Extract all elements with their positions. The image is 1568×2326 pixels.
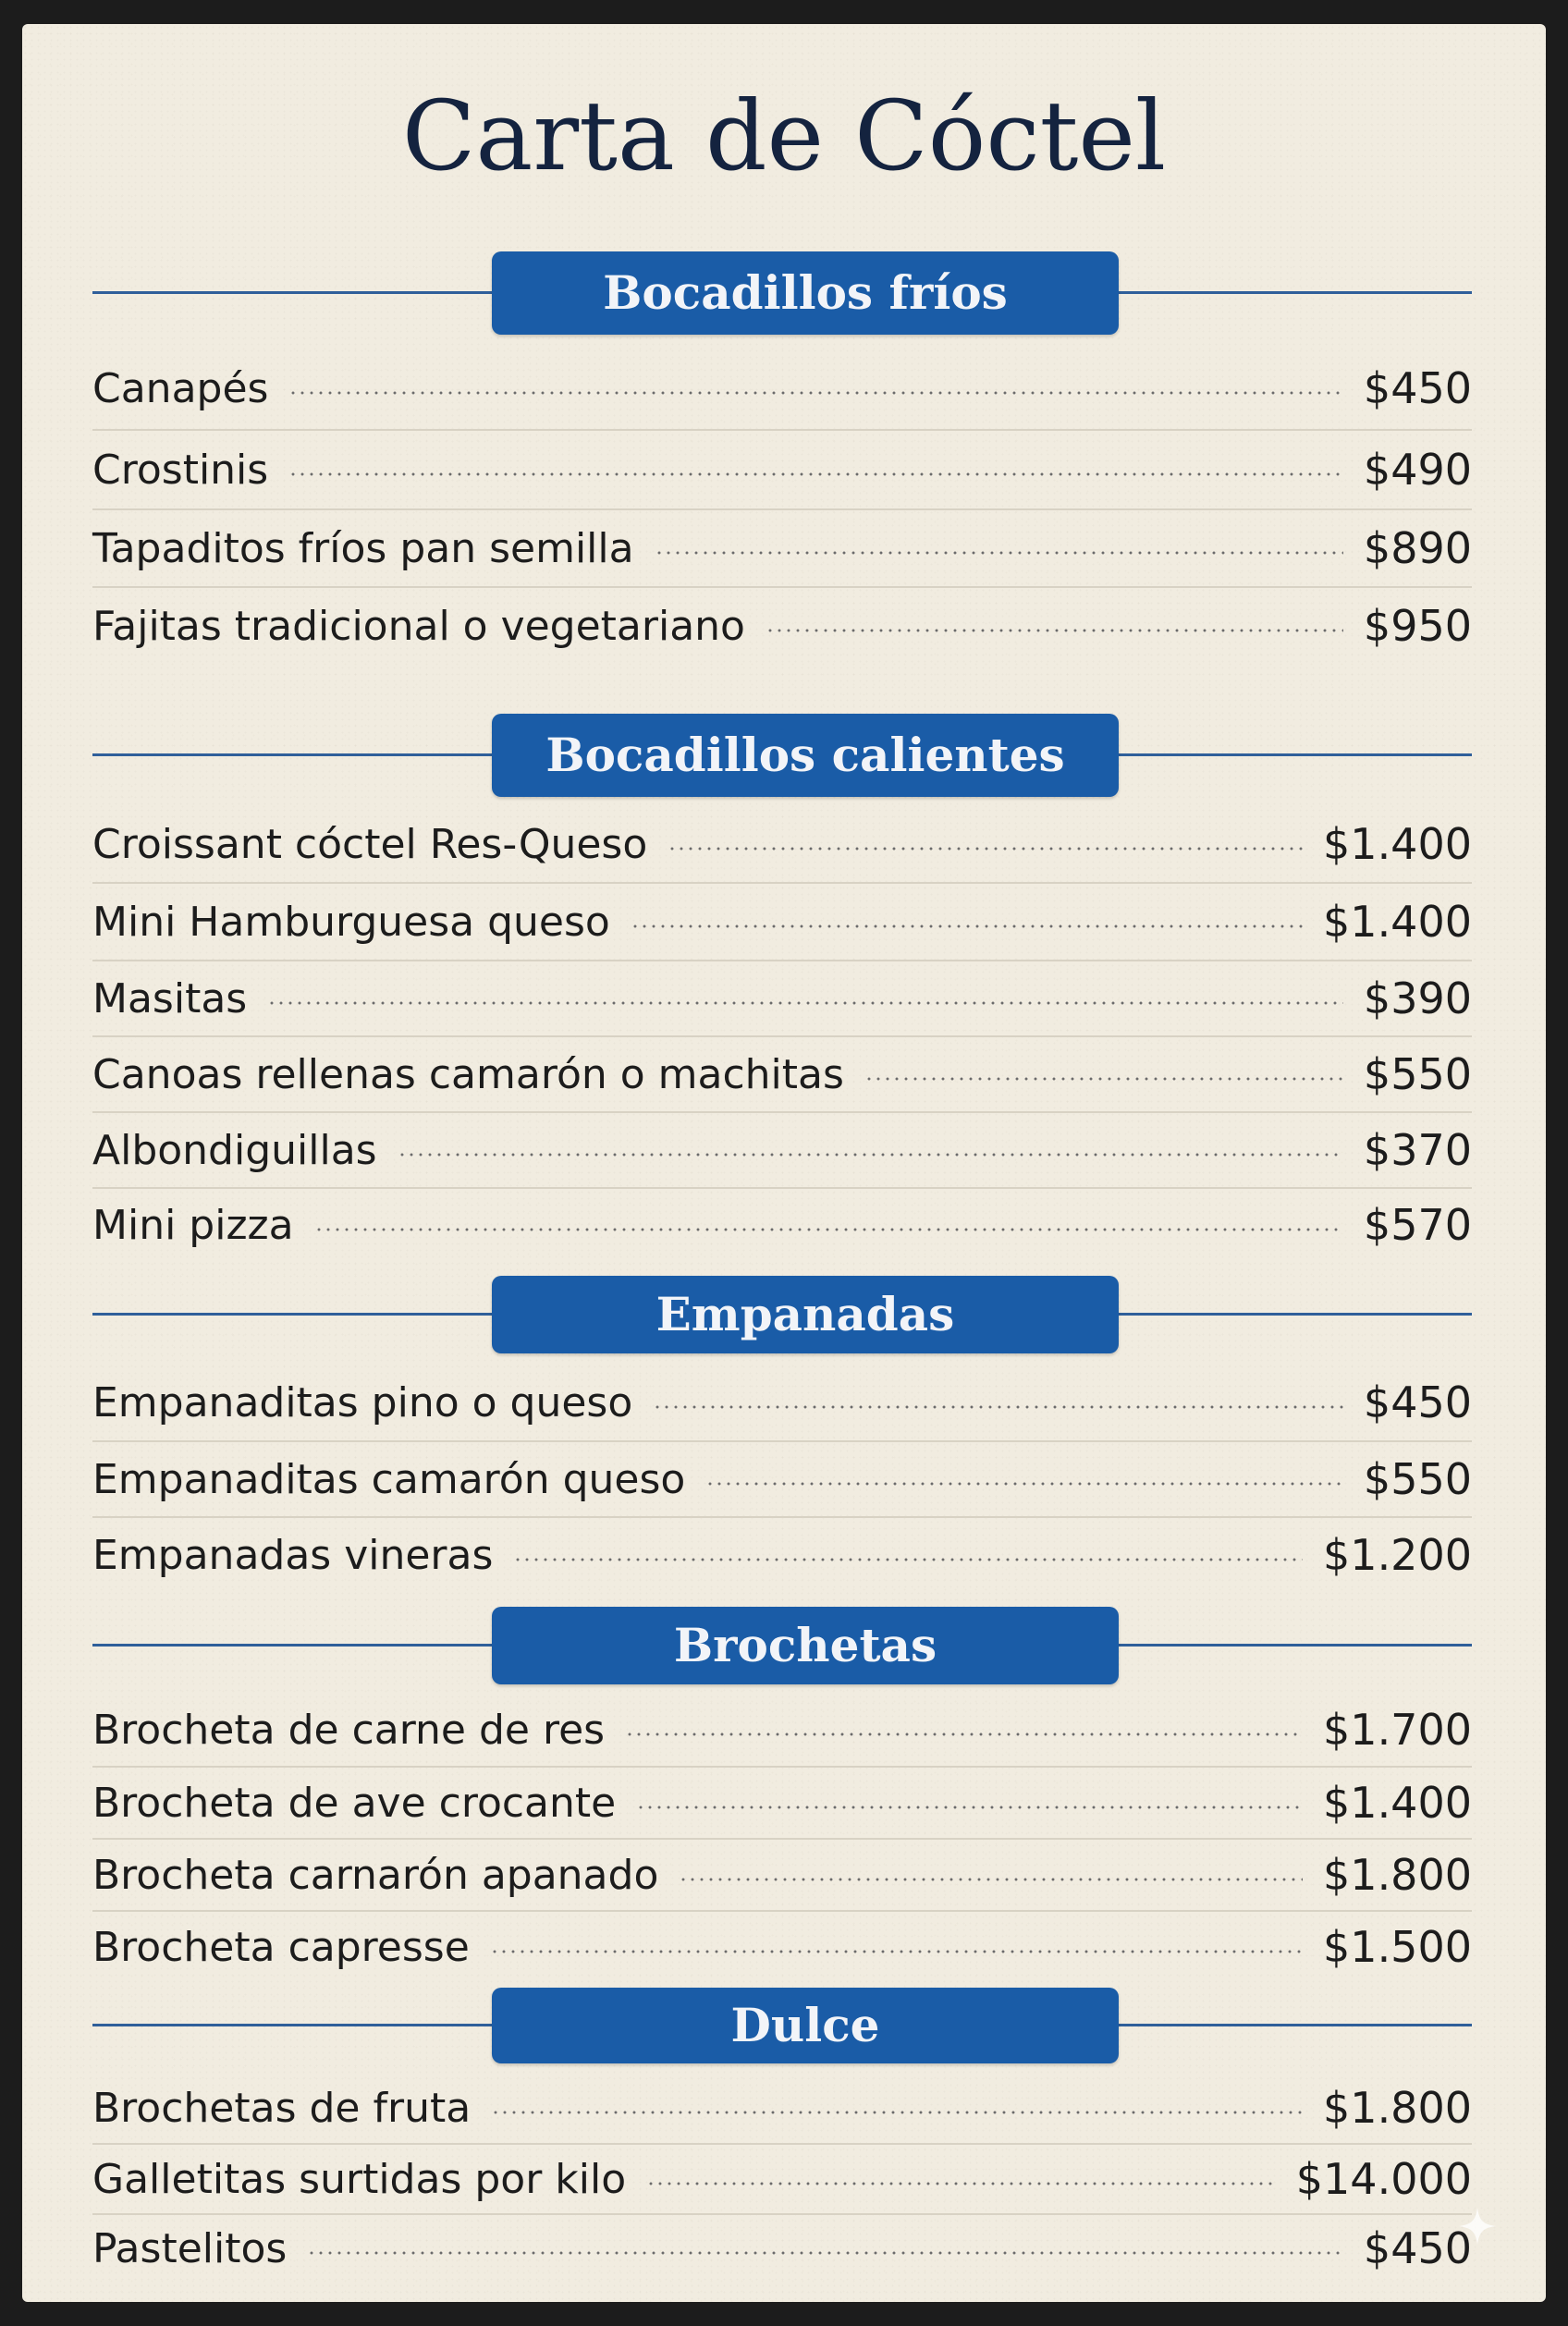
item-price: $370 — [1363, 1125, 1472, 1175]
item-name: Empanadas vineras — [92, 1531, 494, 1579]
item-name: Brochetas de fruta — [92, 2084, 472, 2132]
item-name: Empanaditas pino o queso — [92, 1378, 633, 1426]
item-price: $390 — [1363, 973, 1472, 1023]
item-name: Masitas — [92, 974, 248, 1022]
dot-leader — [668, 846, 1303, 851]
menu-item — [92, 1694, 1472, 1768]
dot-leader — [267, 1000, 1343, 1006]
menu-item — [92, 1768, 1472, 1840]
item-price: $550 — [1363, 1049, 1472, 1099]
section-title: Brochetas — [492, 1607, 1119, 1684]
menu-item — [92, 1442, 1472, 1518]
item-price: $14.000 — [1295, 2154, 1472, 2204]
item-name: Mini pizza — [92, 1201, 294, 1249]
menu-item — [92, 1518, 1472, 1592]
section-title: Empanadas — [492, 1276, 1119, 1353]
dot-leader — [766, 628, 1343, 633]
dot-leader — [288, 471, 1343, 477]
menu-item — [92, 2215, 1472, 2282]
dot-leader — [705, 1481, 1343, 1487]
dot-leader — [491, 2110, 1303, 2115]
item-name: Albondiguillas — [92, 1126, 377, 1174]
dot-leader — [636, 1805, 1303, 1810]
section-brochetas — [92, 1607, 1472, 1982]
item-name: Brocheta carnarón apanado — [92, 1851, 659, 1899]
dot-leader — [625, 1732, 1303, 1737]
item-name: Crostinis — [92, 446, 269, 494]
item-price: $1.400 — [1323, 897, 1472, 947]
dot-leader — [653, 1404, 1343, 1410]
menu-item — [92, 1840, 1472, 1912]
menu-item — [92, 1037, 1472, 1113]
item-price: $450 — [1363, 1377, 1472, 1427]
section-empanadas — [92, 1276, 1472, 1592]
dot-leader — [398, 1152, 1343, 1157]
dot-leader — [631, 924, 1303, 929]
item-name: Brocheta capresse — [92, 1923, 470, 1971]
menu-item — [92, 2145, 1472, 2215]
dot-leader — [288, 390, 1342, 396]
dot-leader — [513, 1557, 1303, 1562]
menu-item — [92, 588, 1472, 664]
menu-item — [92, 1189, 1472, 1261]
sparkle-icon — [1457, 2206, 1498, 2246]
item-price: $550 — [1363, 1454, 1472, 1504]
section-title: Dulce — [492, 1988, 1119, 2063]
item-price: $570 — [1363, 1200, 1472, 1250]
item-price: $1.400 — [1323, 819, 1472, 869]
menu-title: Carta de Cóctel — [401, 80, 1167, 192]
menu-item — [92, 348, 1472, 431]
item-price: $1.400 — [1323, 1778, 1472, 1828]
dot-leader — [314, 1227, 1343, 1232]
item-name: Brocheta de carne de res — [92, 1706, 606, 1754]
item-name: Canoas rellenas camarón o machitas — [92, 1050, 844, 1098]
item-name: Mini Hamburguesa queso — [92, 898, 610, 946]
item-price: $1.800 — [1323, 1850, 1472, 1900]
item-price: $890 — [1363, 523, 1472, 573]
section-bocadillos-calientes — [92, 714, 1472, 1261]
menu-item — [92, 961, 1472, 1037]
section-title: Bocadillos calientes — [492, 714, 1119, 797]
dot-leader — [307, 2250, 1343, 2256]
item-price: $1.800 — [1323, 2083, 1472, 2133]
menu-item — [92, 1912, 1472, 1982]
item-name: Galletitas surtidas por kilo — [92, 2155, 627, 2203]
item-price: $450 — [1363, 2223, 1472, 2273]
item-price: $490 — [1363, 445, 1472, 495]
item-name: Tapaditos fríos pan semilla — [92, 524, 634, 572]
item-name: Empanaditas camarón queso — [92, 1455, 686, 1503]
menu-item — [92, 1365, 1472, 1442]
menu-item — [92, 806, 1472, 884]
section-title: Bocadillos fríos — [492, 251, 1119, 335]
menu-card — [22, 24, 1546, 2302]
dot-leader — [864, 1076, 1343, 1082]
item-name: Fajitas tradicional o vegetariano — [92, 602, 745, 650]
menu-item — [92, 2073, 1472, 2145]
menu-item — [92, 510, 1472, 588]
item-price: $1.200 — [1323, 1530, 1472, 1580]
item-price: $950 — [1363, 601, 1472, 651]
dot-leader — [646, 2181, 1276, 2186]
menu-item — [92, 431, 1472, 510]
section-header — [92, 714, 1472, 797]
section-header — [92, 1988, 1472, 2063]
item-name: Croissant cóctel Res-Queso — [92, 820, 648, 868]
section-bocadillos-frios — [92, 251, 1472, 664]
item-price: $450 — [1363, 363, 1472, 413]
section-header — [92, 251, 1472, 335]
item-name: Pastelitos — [92, 2224, 288, 2272]
dot-leader — [655, 550, 1343, 556]
item-price: $1.700 — [1323, 1705, 1472, 1755]
section-dulce — [92, 1988, 1472, 2282]
menu-item — [92, 884, 1472, 961]
item-price: $1.500 — [1323, 1922, 1472, 1972]
menu-item — [92, 1113, 1472, 1189]
section-header — [92, 1276, 1472, 1353]
section-header — [92, 1607, 1472, 1684]
item-name: Canapés — [92, 364, 269, 412]
item-name: Brocheta de ave crocante — [92, 1779, 617, 1827]
dot-leader — [490, 1949, 1303, 1954]
dot-leader — [679, 1877, 1303, 1882]
